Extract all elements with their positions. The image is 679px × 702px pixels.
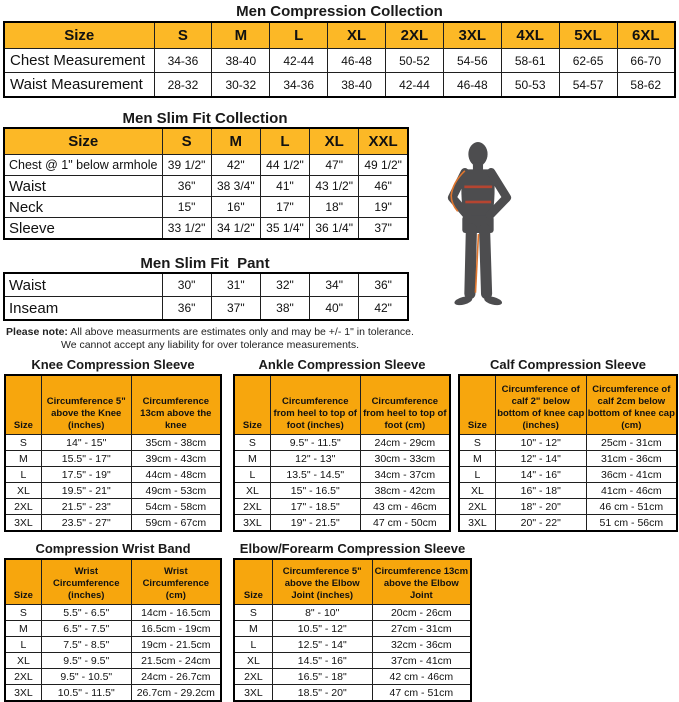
table-cell: 44cm - 48cm (131, 467, 221, 483)
table-cell: 10" - 12" (495, 435, 586, 451)
ankle-sleeve-table (233, 374, 451, 532)
table-cell: 13.5" - 14.5" (270, 467, 360, 483)
wrist-band-title: Compression Wrist Band (35, 541, 191, 556)
table-cell: 47 cm - 50cm (360, 515, 450, 532)
row-label: XL (5, 483, 41, 499)
column-header: Circumference of calf 2cm below bottom of knee cap (cm) (586, 375, 677, 435)
header-row (5, 559, 221, 605)
table-cell: 36" (359, 273, 408, 297)
table-cell: 49 1/2" (359, 155, 408, 176)
column-header: Circumference from heel to top of foot (inches) (270, 375, 360, 435)
table-row (5, 637, 221, 653)
row-label: XL (459, 483, 495, 499)
table-row (234, 653, 471, 669)
table-row (234, 685, 471, 702)
table-cell: 24cm - 29cm (360, 435, 450, 451)
table-row (5, 621, 221, 637)
table-cell: 21.5cm - 24cm (131, 653, 221, 669)
table-cell: 54cm - 58cm (131, 499, 221, 515)
table-cell: 66-70 (617, 49, 675, 73)
table-row (459, 435, 677, 451)
table-cell: 27cm - 31cm (372, 621, 471, 637)
table-row (5, 435, 221, 451)
row-label: Sleeve (4, 218, 162, 240)
table-cell: 42-44 (386, 73, 444, 98)
table-cell: 34-36 (154, 49, 212, 73)
table-cell: 17.5" - 19" (41, 467, 131, 483)
table-cell: 46-48 (443, 73, 501, 98)
table-cell: 36" (162, 176, 211, 197)
table-cell: 15" (162, 197, 211, 218)
table-row (4, 197, 408, 218)
column-header: Circumference from heel to top of foot (cm) (360, 375, 450, 435)
table-row (5, 499, 221, 515)
table-cell: 38 3/4" (211, 176, 260, 197)
table-cell: 8" - 10" (272, 605, 372, 621)
table-cell: 16" (211, 197, 260, 218)
column-header: Circumference 13cm above the knee (131, 375, 221, 435)
table-cell: 37" (359, 218, 408, 240)
column-header: Circumference of calf 2" below bottom of knee cap (inches) (495, 375, 586, 435)
table-row (459, 483, 677, 499)
table-row (234, 515, 450, 532)
column-header: S (154, 22, 212, 49)
row-label: Waist (4, 273, 162, 297)
column-header: Size (4, 128, 162, 155)
header-row (234, 375, 450, 435)
header-row (234, 559, 471, 605)
table-row (5, 605, 221, 621)
column-header: Wrist Circumference (inches) (41, 559, 131, 605)
elbow-forearm-sleeve-section (233, 541, 472, 702)
table-row (234, 605, 471, 621)
table-cell: 5.5" - 6.5" (41, 605, 131, 621)
table-cell: 54-56 (443, 49, 501, 73)
column-header: S (162, 128, 211, 155)
table-cell: 25cm - 31cm (586, 435, 677, 451)
column-header: Size (5, 559, 41, 605)
row-label: Chest @ 1" below armhole (4, 155, 162, 176)
table-cell: 36cm - 41cm (586, 467, 677, 483)
table-row (234, 483, 450, 499)
table-cell: 18" - 20" (495, 499, 586, 515)
table-row (5, 653, 221, 669)
table-cell: 42" (211, 155, 260, 176)
knee-sleeve-title: Knee Compression Sleeve (31, 357, 195, 372)
row-label: Neck (4, 197, 162, 218)
row-label: L (459, 467, 495, 483)
row-label: 3XL (234, 515, 270, 532)
table-cell: 30" (162, 273, 211, 297)
row-label: 3XL (5, 685, 41, 702)
table-cell: 42" (359, 297, 408, 321)
table-cell: 9.5" - 9.5" (41, 653, 131, 669)
men-slim-fit-collection-title: Men Slim Fit Collection (122, 110, 288, 127)
row-label: XL (234, 483, 270, 499)
table-cell: 19cm - 21.5cm (131, 637, 221, 653)
size-chart-page (0, 3, 679, 701)
table-cell: 51 cm - 56cm (586, 515, 677, 532)
table-row (234, 467, 450, 483)
figure-left-leg (470, 229, 472, 294)
column-header: Circumference 5" above the Knee (inches) (41, 375, 131, 435)
table-cell: 50-53 (501, 73, 559, 98)
calf-sleeve-section (458, 357, 678, 532)
table-row (5, 669, 221, 685)
table-cell: 32cm - 36cm (372, 637, 471, 653)
table-cell: 42-44 (270, 49, 328, 73)
table-cell: 21.5" - 23" (41, 499, 131, 515)
row-label: XL (234, 653, 272, 669)
wrist-band-table (4, 558, 222, 702)
table-cell: 32" (260, 273, 309, 297)
table-cell: 37cm - 41cm (372, 653, 471, 669)
table-cell: 46 cm - 51cm (586, 499, 677, 515)
row-label: 3XL (5, 515, 41, 532)
row-label: 2XL (459, 499, 495, 515)
knee-sleeve-table (4, 374, 222, 532)
table-row (4, 218, 408, 240)
table-cell: 17" (260, 197, 309, 218)
table-cell: 58-62 (617, 73, 675, 98)
table-row (459, 467, 677, 483)
table-cell: 46" (359, 176, 408, 197)
row-label: L (234, 467, 270, 483)
figure-right-leg (485, 229, 487, 294)
table-cell: 39 1/2" (162, 155, 211, 176)
men-compression-collection-title: Men Compression Collection (236, 3, 443, 20)
column-header: Size (4, 22, 154, 49)
column-header: 3XL (443, 22, 501, 49)
table-row (234, 435, 450, 451)
column-header: 6XL (617, 22, 675, 49)
column-header: 2XL (386, 22, 444, 49)
table-cell: 7.5" - 8.5" (41, 637, 131, 653)
table-cell: 20" - 22" (495, 515, 586, 532)
table-cell: 10.5" - 11.5" (41, 685, 131, 702)
table-cell: 35 1/4" (260, 218, 309, 240)
table-cell: 28-32 (154, 73, 212, 98)
table-cell: 31cm - 36cm (586, 451, 677, 467)
table-cell: 30-32 (212, 73, 270, 98)
row-label: Waist Measurement (4, 73, 154, 98)
man-silhouette-figure (443, 140, 517, 317)
row-label: 2XL (5, 669, 41, 685)
table-cell: 24cm - 26.7cm (131, 669, 221, 685)
row-label: M (5, 621, 41, 637)
sleeve-tables-row-1 (0, 357, 679, 532)
table-row (459, 515, 677, 532)
table-cell: 38cm - 42cm (360, 483, 450, 499)
tolerance-note-label: Please note: (6, 326, 68, 338)
table-cell: 39cm - 43cm (131, 451, 221, 467)
men-slim-fit-pant-title: Men Slim Fit Pant (140, 255, 270, 272)
table-cell: 47" (310, 155, 359, 176)
row-label: L (5, 637, 41, 653)
table-row (4, 273, 408, 297)
table-row (4, 297, 408, 321)
table-cell: 16.5cm - 19cm (131, 621, 221, 637)
table-row (234, 451, 450, 467)
table-row (4, 155, 408, 176)
table-cell: 15.5" - 17" (41, 451, 131, 467)
table-cell: 9.5" - 11.5" (270, 435, 360, 451)
table-row (5, 685, 221, 702)
table-cell: 14" - 16" (495, 467, 586, 483)
row-label: M (234, 621, 272, 637)
table-cell: 62-65 (559, 49, 617, 73)
table-cell: 23.5" - 27" (41, 515, 131, 532)
row-label: M (459, 451, 495, 467)
table-cell: 26.7cm - 29.2cm (131, 685, 221, 702)
row-label: S (5, 605, 41, 621)
calf-sleeve-table (458, 374, 678, 532)
header-row (4, 22, 675, 49)
row-label: Inseam (4, 297, 162, 321)
table-cell: 18.5" - 20" (272, 685, 372, 702)
elbow-forearm-sleeve-title: Elbow/Forearm Compression Sleeve (239, 541, 466, 556)
table-cell: 9.5" - 10.5" (41, 669, 131, 685)
table-cell: 16.5" - 18" (272, 669, 372, 685)
column-header: L (260, 128, 309, 155)
column-header: M (212, 22, 270, 49)
table-cell: 12" - 14" (495, 451, 586, 467)
table-cell: 15" - 16.5" (270, 483, 360, 499)
table-row (234, 637, 471, 653)
table-row (4, 176, 408, 197)
table-cell: 19.5" - 21" (41, 483, 131, 499)
table-cell: 41cm - 46cm (586, 483, 677, 499)
row-label: 2XL (234, 669, 272, 685)
row-label: 3XL (459, 515, 495, 532)
table-cell: 59cm - 67cm (131, 515, 221, 532)
row-label: Chest Measurement (4, 49, 154, 73)
table-row (5, 515, 221, 532)
header-row (459, 375, 677, 435)
column-header: M (211, 128, 260, 155)
table-cell: 12" - 13" (270, 451, 360, 467)
ankle-sleeve-section (233, 357, 451, 532)
tolerance-note-line1: All above measurments are estimates only and may be +/- 1" in tolerance. (67, 326, 414, 338)
row-label: 3XL (234, 685, 272, 702)
table-cell: 34" (310, 273, 359, 297)
table-cell: 44 1/2" (260, 155, 309, 176)
column-header: 5XL (559, 22, 617, 49)
column-header: XL (310, 128, 359, 155)
table-cell: 19" - 21.5" (270, 515, 360, 532)
column-header: Circumference 5" above the Elbow Joint (inches) (272, 559, 372, 605)
table-row (5, 467, 221, 483)
table-cell: 20cm - 26cm (372, 605, 471, 621)
table-cell: 47 cm - 51cm (372, 685, 471, 702)
table-cell: 38-40 (328, 73, 386, 98)
chest-measurement-line (464, 186, 492, 189)
column-header: Circumference 13cm above the Elbow Joint (372, 559, 471, 605)
table-cell: 58-61 (501, 49, 559, 73)
table-row (4, 73, 675, 98)
table-cell: 14cm - 16.5cm (131, 605, 221, 621)
table-row (459, 499, 677, 515)
table-cell: 35cm - 38cm (131, 435, 221, 451)
table-cell: 38" (260, 297, 309, 321)
table-cell: 36" (162, 297, 211, 321)
tolerance-note-line2: We cannot accept any liability for over tolerance measurements. (60, 339, 360, 351)
table-cell: 14.5" - 16" (272, 653, 372, 669)
table-cell: 10.5" - 12" (272, 621, 372, 637)
men-compression-collection-table (3, 21, 676, 98)
column-header: Size (459, 375, 495, 435)
table-row (5, 483, 221, 499)
elbow-forearm-sleeve-table (233, 558, 472, 702)
row-label: 2XL (5, 499, 41, 515)
table-row (459, 451, 677, 467)
table-cell: 37" (211, 297, 260, 321)
table-cell: 50-52 (386, 49, 444, 73)
men-slim-fit-pant-table (3, 272, 409, 321)
table-cell: 33 1/2" (162, 218, 211, 240)
column-header: XL (328, 22, 386, 49)
row-label: XL (5, 653, 41, 669)
knee-sleeve-section (4, 357, 222, 532)
row-label: M (5, 451, 41, 467)
table-cell: 6.5" - 7.5" (41, 621, 131, 637)
table-cell: 40" (310, 297, 359, 321)
table-cell: 54-57 (559, 73, 617, 98)
table-cell: 31" (211, 273, 260, 297)
row-label: Waist (4, 176, 162, 197)
table-row (234, 499, 450, 515)
table-cell: 46-48 (328, 49, 386, 73)
calf-sleeve-title: Calf Compression Sleeve (489, 357, 647, 372)
table-cell: 43 cm - 46cm (360, 499, 450, 515)
column-header: Size (5, 375, 41, 435)
header-row (5, 375, 221, 435)
table-cell: 17" - 18.5" (270, 499, 360, 515)
table-cell: 43 1/2" (310, 176, 359, 197)
table-cell: 30cm - 33cm (360, 451, 450, 467)
table-cell: 41" (260, 176, 309, 197)
table-cell: 36 1/4" (310, 218, 359, 240)
table-row (4, 49, 675, 73)
row-label: S (459, 435, 495, 451)
wrist-band-section (4, 541, 222, 702)
table-cell: 12.5" - 14" (272, 637, 372, 653)
table-cell: 34-36 (270, 73, 328, 98)
row-label: S (234, 605, 272, 621)
table-cell: 34cm - 37cm (360, 467, 450, 483)
row-label: M (234, 451, 270, 467)
ankle-sleeve-title: Ankle Compression Sleeve (258, 357, 426, 372)
table-row (234, 669, 471, 685)
men-slim-fit-collection-table (3, 127, 409, 240)
sleeve-tables-row-2 (0, 541, 679, 702)
column-header: Size (234, 375, 270, 435)
table-cell: 49cm - 53cm (131, 483, 221, 499)
table-cell: 14" - 15" (41, 435, 131, 451)
column-header: Size (234, 559, 272, 605)
column-header: XXL (359, 128, 408, 155)
table-cell: 16" - 18" (495, 483, 586, 499)
column-header: L (270, 22, 328, 49)
tolerance-note (0, 326, 420, 352)
table-cell: 38-40 (212, 49, 270, 73)
row-label: L (5, 467, 41, 483)
table-cell: 19" (359, 197, 408, 218)
table-cell: 34 1/2" (211, 218, 260, 240)
row-label: S (5, 435, 41, 451)
man-silhouette-svg (443, 140, 517, 317)
header-row (4, 128, 408, 155)
table-cell: 18" (310, 197, 359, 218)
waist-measurement-line (465, 201, 491, 204)
column-header: Wrist Circumference (cm) (131, 559, 221, 605)
table-cell: 42 cm - 46cm (372, 669, 471, 685)
row-label: L (234, 637, 272, 653)
figure-neck (473, 162, 483, 170)
row-label: 2XL (234, 499, 270, 515)
column-header: 4XL (501, 22, 559, 49)
table-row (5, 451, 221, 467)
row-label: S (234, 435, 270, 451)
table-row (234, 621, 471, 637)
